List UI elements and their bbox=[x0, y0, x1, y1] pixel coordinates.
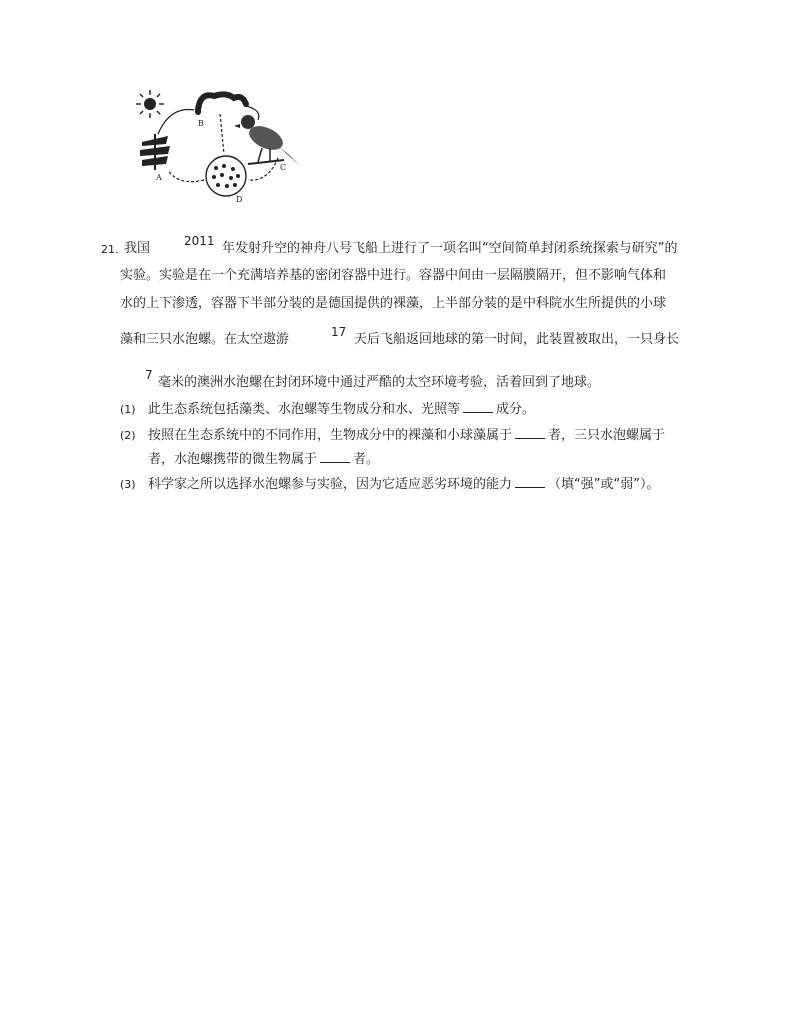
subquestion-3: 科学家之所以选择水泡螺参与实验，因为它适应恶劣环境的能力 （填“强”或“弱”）。 bbox=[148, 477, 660, 492]
label-c: C bbox=[280, 163, 287, 172]
subquestion-1-number: (1) bbox=[120, 403, 136, 416]
sun-icon bbox=[136, 90, 164, 118]
year-value: 2011 bbox=[184, 234, 215, 248]
arrow-d-to-a bbox=[168, 170, 204, 182]
ecosystem-diagram bbox=[128, 84, 308, 204]
answer-blank-4[interactable] bbox=[515, 475, 545, 488]
plant-icon bbox=[140, 134, 170, 170]
label-b: B bbox=[198, 119, 204, 128]
arrow-a-to-b bbox=[158, 110, 194, 135]
label-d: D bbox=[236, 195, 243, 204]
question-line4-start: 藻和三只水泡螺。在太空遨游 bbox=[120, 332, 290, 347]
arrow-b-to-d bbox=[220, 114, 224, 154]
decomposer-icon bbox=[206, 156, 246, 196]
ecosystem-figure bbox=[128, 84, 308, 204]
question-line3: 水的上下渗透，容器下半部分装的是德国提供的裸藻，上半部分装的是中科院水生所提供的小球 bbox=[120, 296, 667, 311]
question-line5: 毫米的澳洲水泡螺在封闭环境中通过严酷的太空环境考验，活着回到了地球。 bbox=[158, 375, 601, 390]
caterpillar-icon bbox=[195, 94, 246, 115]
days-value: 17 bbox=[331, 325, 347, 339]
question-line1-end: 年发射升空的神舟八号飞船上进行了一项名叫“空间简单封闭系统探索与研究”的 bbox=[222, 241, 678, 256]
question-line1-start: 我国 bbox=[124, 241, 151, 256]
label-a: A bbox=[156, 173, 162, 182]
question-number: 21. bbox=[101, 243, 119, 256]
answer-blank-3[interactable] bbox=[320, 450, 350, 463]
subquestion-2-number: (2) bbox=[120, 429, 136, 442]
question-line2: 实验。实验是在一个充满培养基的密闭容器中进行。容器中间由一层隔膜隔开，但不影响气体和 bbox=[120, 268, 667, 283]
subquestion-1: 此生态系统包括藻类、水泡螺等生物成分和水、光照等 成分。 bbox=[148, 402, 536, 417]
answer-blank-2[interactable] bbox=[515, 426, 545, 439]
bird-icon bbox=[234, 115, 300, 166]
length-value: 7 bbox=[145, 368, 153, 382]
subquestion-2-line1: 按照在生态系统中的不同作用，生物成分中的裸藻和小球藻属于 者，三只水泡螺属于 bbox=[148, 428, 666, 443]
subquestion-2-line2: 者，水泡螺携带的微生物属于 者。 bbox=[148, 452, 380, 467]
answer-blank-1[interactable] bbox=[463, 400, 493, 413]
question-line4-end: 天后飞船返回地球的第一时间，此装置被取出，一只身长 bbox=[354, 332, 680, 347]
subquestion-3-number: (3) bbox=[120, 478, 136, 491]
